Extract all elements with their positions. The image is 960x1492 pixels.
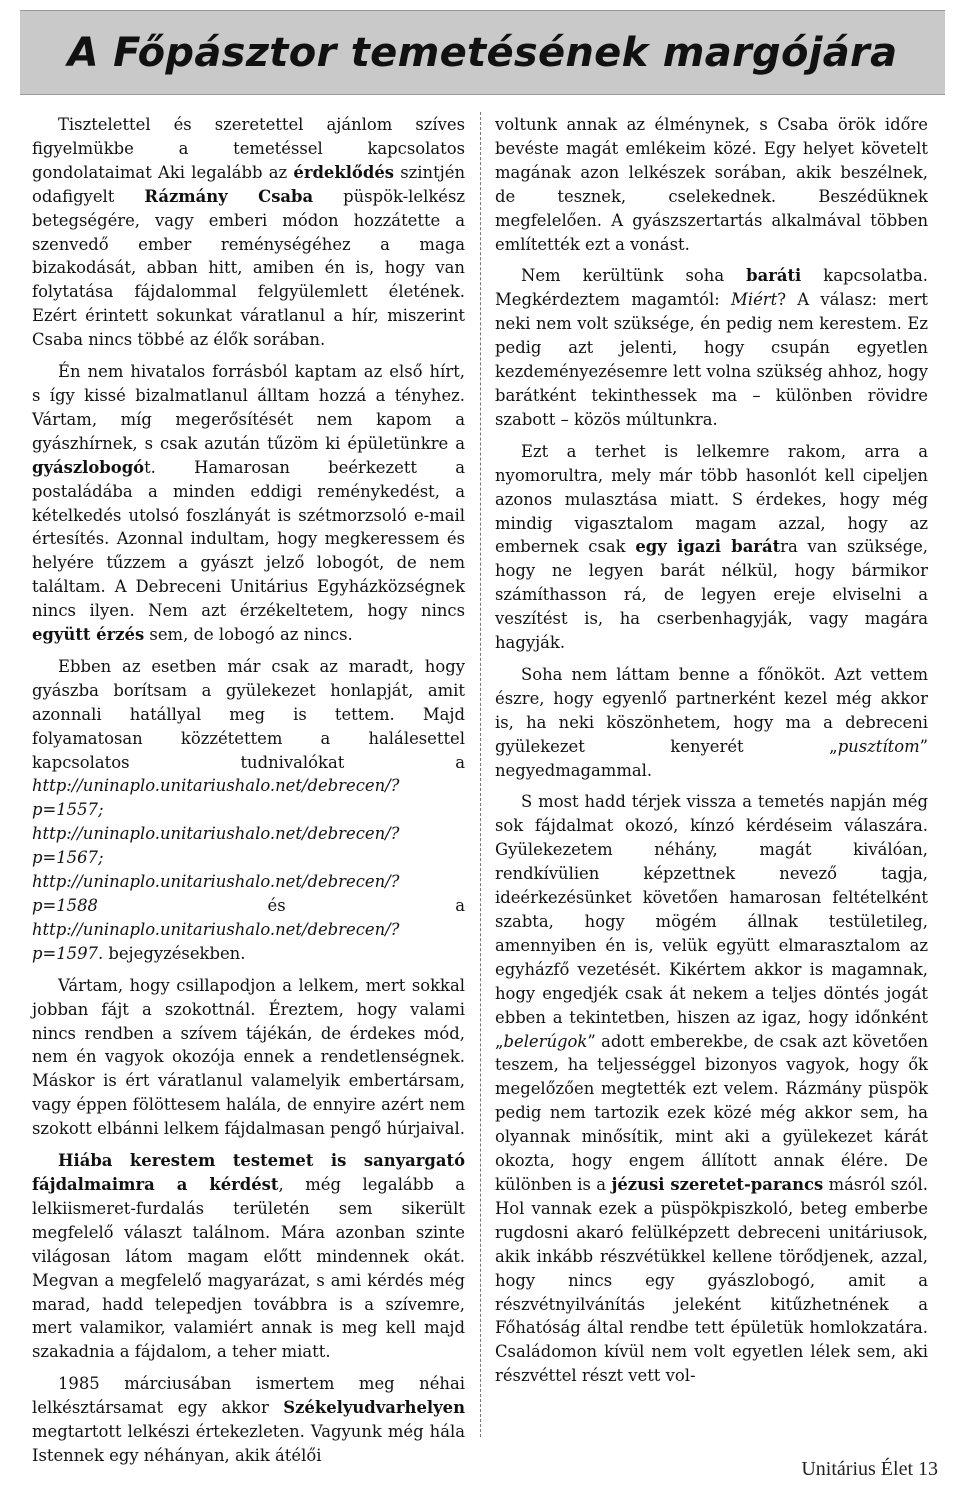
text-run: ? A válasz: mert neki nem volt szüksége, én pedig nem kerestem. Ez pedig azt jelenti, hogy csupán egyetlen kezdeményezésemre lett volna szükség ahhoz, hogy barátként tekinthessek ma – különben rövidre szabott – közös múltunkra. [495, 290, 928, 429]
text-run: ” negyedmagammal. [495, 736, 928, 780]
text-run: és a [97, 896, 465, 915]
bold-text: gyászlobogó [32, 457, 145, 477]
text-run: ra van szüksége, hogy ne legyen barát nélkül, hogy bármikor számíthasson rá, de legyen ereje elviselni a veszítést is, ha cserbenhagyják, vagy magára hagyják. [495, 537, 928, 653]
text-run: ” adott emberekbe, de csak azt követően teszem, ha teljességgel bizonyos vagyok, hogy ők megelőzően megtették ezt velem. Rázmány püspök pedig nem tartozik ezek közé még akkor sem, ha olyannak minősítik, mint aki a gyülekezet kárát okozta, hogy engem állított annak élére. De különben is a [495, 1031, 928, 1194]
bold-text: jézusi szeretet-parancs [611, 1174, 824, 1194]
right-column [495, 113, 928, 1396]
paragraph [32, 1149, 465, 1364]
text-run: másról szól. Hol vannak ezek a püspökpiszkoló, beteg emberbe rugdosni akaró felülképzett debreceni unitáriusok, akik inkább részvétükkel kellene törődjenek, azzal, hogy nincs egy gyászlobogó, amit a részvétnyilvánítás jeleként kitűzhetnének a Főhatóság által rendbe tett épületük homlokzatára. Családomon kívül nem volt egyetlen lélek sem, aki részvéttel részt vett vol- [495, 1174, 928, 1386]
left-column [32, 113, 465, 1476]
bold-text: baráti [746, 266, 802, 286]
italic-text: Miért [731, 290, 778, 310]
title-banner [20, 10, 945, 95]
text-run: 1985 márciusában ismertem meg néhai lelkésztársamat egy akkor [32, 1374, 465, 1418]
text-run: bejegyzésekben. [103, 943, 246, 963]
text-run: Ezt a terhet is lelkemre rakom, arra a nyomorultra, mely már több hasonlót kell cipeljen azonos mulasztása miatt. S érdekes, hogy még mindig vigasztalom magam azzal, hogy az embernek csak [495, 441, 928, 557]
text-run: kapcsolatba. Megkérdeztem magamtól: [495, 266, 928, 310]
paragraph [32, 1372, 465, 1468]
paragraph [32, 974, 465, 1141]
paragraph [495, 264, 928, 431]
text-run: S most hadd térjek vissza a temetés napján még sok fájdalmat okozó, kínzó kérdéseim válaszára. Gyülekezetem néhány, magát kiválóan, rendkívülien képzettnek nevező tagja, ideérkezésünket követően hamarosan feltételként szabta, hogy mögém állnak testületileg, amennyiben én is, velük együtt elmarasztalom az egyházfő vezetését. Kikértem akkor is magamnak, hogy engedjék csak át nekem a teljes döntés jogát ebben a tekintetben, hiszen az igaz, hogy időnként „ [495, 792, 928, 1051]
text-run: sem, de lobogó az nincs. [144, 625, 353, 645]
article-title: A Főpásztor temetésének margójára [67, 29, 898, 76]
paragraph [495, 440, 928, 655]
paragraph [495, 113, 928, 256]
text-run: Tisztelettel és szeretettel ajánlom szíves figyelmükbe a temetéssel kapcsolatos gondolataimat Aki legalább az [32, 115, 465, 182]
text-run: Soha nem láttam benne a főnököt. Azt vettem észre, hogy egyenlő partnerként kezel még akkor is, ha neki köszönhetem, hogy ma a debreceni gyülekezet kenyerét „ [495, 664, 928, 756]
page-footer: Unitárius Élet 13 [801, 1458, 938, 1480]
text-run: Nem kerültünk soha [521, 266, 747, 286]
italic-text: http://uninaplo.unitariushalo.net/debrecen/?p=1557; http://uninaplo.unitariushalo.net/debrecen/?p=1567; http://uninaplo.unitariushalo.net/debrecen/?p=1588 [32, 776, 400, 915]
paragraph [32, 655, 465, 966]
bold-text: Székelyudvarhelyen [283, 1398, 465, 1418]
bold-text: egy igazi barát [635, 537, 781, 557]
text-run: szintjén odafigyelt [32, 162, 465, 206]
bold-text: érdeklődés [293, 162, 394, 182]
text-run: megtartott lelkészi értekezleten. Vagyunk még hála Istennek egy néhányan, akik átélői [32, 1422, 465, 1465]
text-run: püspök-lelkész betegségére, vagy emberi módon hozzátette a szenvedő ember reménységéhez a maga bizakodását, abban hitt, amiben én is, hogy van folytatása fájdalommal felgyülemlett életének. Ezért érintett sokunkat váratlanul a hír, miszerint Csaba nincs többé az élők sorában. [32, 186, 465, 350]
bold-text: Hiába kerestem testemet is sanyargató fájdalmaimra a kérdést [32, 1151, 465, 1194]
text-run: voltunk annak az élménynek, s Csaba örök időre bevéste magát emlékeim közé. Egy helyet követelt magának azon lelkészek sorában, akik beszélnek, de tesznek, cselekednek. Beszédüknek megfelelően. A gyászszertartás alkalmával többen említették ezt a vonást. [495, 115, 928, 254]
text-run: , még legalább a lelkiismeret-furdalás területén sem sikerült megfelelő választ találnom. Mára azonban szinte világosan látom magam előtt mindennek okát. Megvan a megfelelő magyarázat, s ami kérdés még marad, hadd telepedjen továbbra is a szívemre, mert valamikor, valamiért annak is meg kell majd szakadnia a fájdalom, a teher miatt. [32, 1174, 465, 1362]
paragraph [495, 663, 928, 783]
text-run: Ebben az esetben már csak az maradt, hogy gyászba borítsam a gyülekezet honlapját, amit azonnali hatállyal meg is tettem. Majd folyamatosan közzétettem a halálesettel kapcsolatos tudnivalókat a [32, 656, 465, 772]
italic-text: pusztítom [837, 736, 920, 756]
text-run: t. Hamarosan beérkezett a postaládába a minden eddigi reménykedést, a kételkedés utolsó foszlányát is szétmorzsoló e-mail értesítés. Azonnal indultam, hogy megkeressem és helyére tűzzem a gyászt jelző lobogót, de nem találtam. A Debreceni Unitárius Egyházközségnek nincs ilyen. Nem azt érzékeltetem, hogy nincs [32, 457, 465, 621]
text-run: Vártam, hogy csillapodjon a lelkem, mert sokkal jobban fájt a szokottnál. Éreztem, hogy valami nincs rendben a szívem tájékán, de érdekes mód, nem én vagyok okozója ennek a rendetlenségnek. Máskor is ért váratlanul valamelyik embertársam, vagy éppen fölöttesem halála, de ennyire azért nem szokott elbánni lelkem fájdalmasan pengő húrjaival. [32, 975, 465, 1139]
paragraph [495, 790, 928, 1388]
italic-text: belerúgok [503, 1031, 588, 1051]
paragraph [32, 113, 465, 352]
bold-text: Rázmány Csaba [144, 186, 314, 206]
paragraph [32, 360, 465, 647]
italic-text: http://uninaplo.unitariushalo.net/debrecen/?p=1597. [32, 919, 400, 963]
bold-text: együtt érzés [32, 625, 145, 645]
column-divider [480, 112, 481, 1437]
text-run: Én nem hivatalos forrásból kaptam az első hírt, s így kissé bizalmatlanul álltam hozzá a tényhez. Vártam, míg megerősítését nem kapom a gyászhírnek, s csak azután tűzöm ki épületünkre a [32, 362, 465, 453]
